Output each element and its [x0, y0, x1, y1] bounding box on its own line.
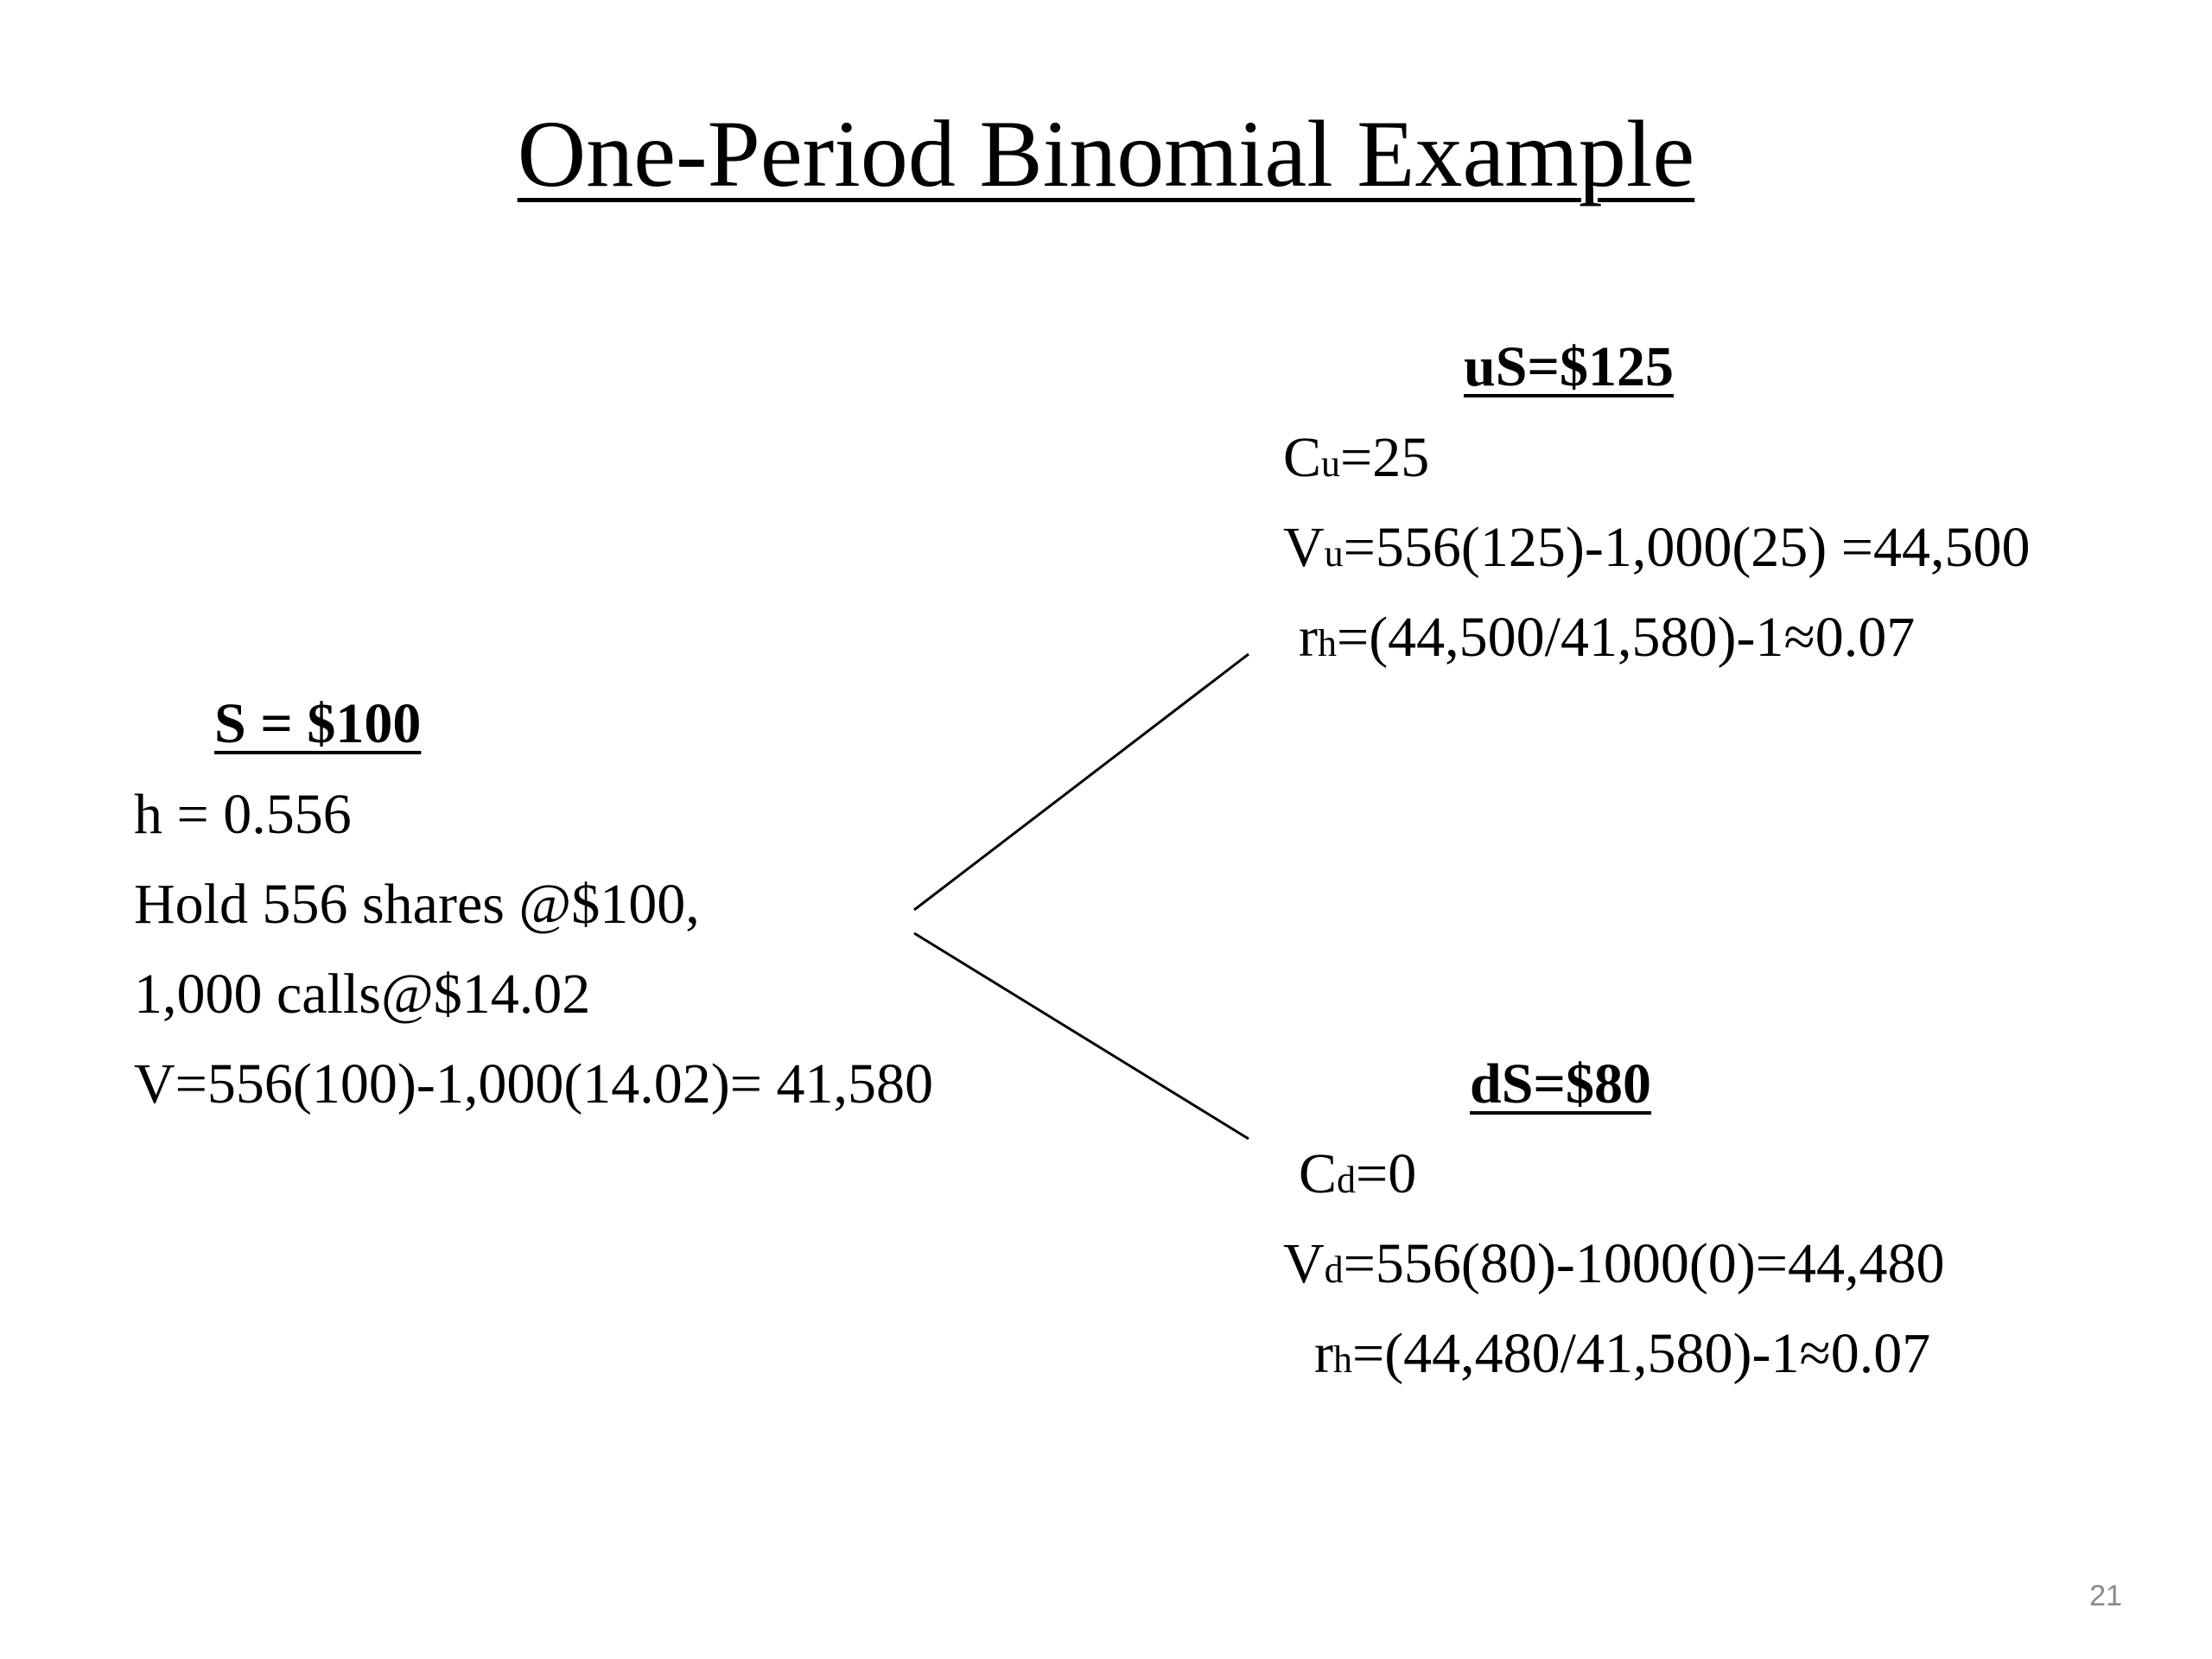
up-holding-return: rh=(44,500/41,580)-1≈0.07 — [1299, 606, 1916, 669]
up-portfolio-value: Vu=556(125)-1,000(25) =44,500 — [1283, 516, 2031, 579]
root-call-position: 1,000 calls@$14.02 — [134, 963, 591, 1026]
slide-title: One-Period Binomial Example — [517, 101, 1695, 207]
down-holding-return: rh=(44,480/41,580)-1≈0.07 — [1314, 1322, 1931, 1385]
up-node-heading: uS=$125 — [1464, 335, 1675, 398]
down-portfolio-value: Vd=556(80)-1000(0)=44,480 — [1283, 1232, 1945, 1295]
slide-number: 21 — [2089, 1580, 2122, 1612]
down-node-heading: dS=$80 — [1470, 1052, 1652, 1116]
down-call-value: Cd=0 — [1299, 1142, 1417, 1205]
root-share-holding: Hold 556 shares @$100, — [134, 873, 700, 936]
up-branch-line — [914, 654, 1249, 910]
root-hedge-ratio: h = 0.556 — [134, 783, 352, 846]
down-branch-line — [914, 933, 1249, 1139]
root-portfolio-value: V=556(100)-1,000(14.02)= 41,580 — [134, 1052, 933, 1116]
root-node-heading: S = $100 — [214, 692, 422, 755]
up-call-value: Cu=25 — [1283, 426, 1430, 489]
